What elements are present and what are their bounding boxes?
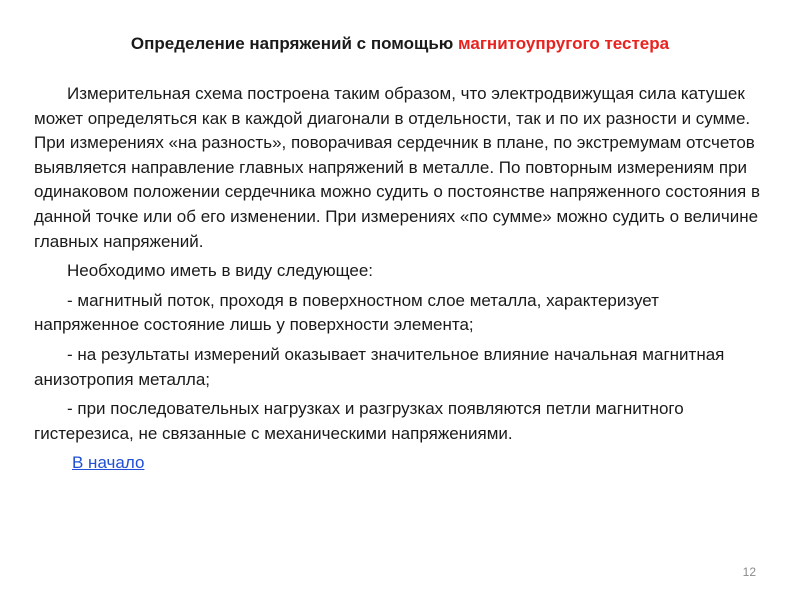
paragraph-note-intro: Необходимо иметь в виду следующее: bbox=[67, 261, 373, 281]
slide-title-accent: магнитоупругого тестера bbox=[458, 34, 670, 53]
page-number: 12 bbox=[742, 565, 756, 579]
paragraph-measurement-scheme: Измерительная схема построена таким образом, что электродвижущая сила катушек может определяться как в каждой диагонали в отдельности, так и по их разности и сумме. При измерениях «на разность», поворачивая сердечник в плане, по экстремумам отсчетов выявляется направление главных напряжений в металле. По повторным измерениям при одинаковом положении сердечника можно судить о постоянстве напряженного состояния в данной точке или об его изменении. При измерениях «по сумме» можно судить о величине главных напряжений. bbox=[34, 84, 760, 251]
slide-title-prefix: Определение напряжений с помощью bbox=[130, 34, 459, 53]
back-link-container bbox=[34, 451, 764, 476]
list-item-anisotropy: - на результаты измерений оказывает значительное влияние начальная магнитная анизотропия металла; bbox=[34, 344, 725, 389]
list-item-hysteresis: - при последовательных нагрузках и разгрузках появляются петли магнитного гистерезиса, не связанные с механическими напряжениями. bbox=[34, 399, 684, 443]
list-item-magnetic-flux: - магнитный поток, проходя в поверхностном слое металла, характеризует напряженное состояние лишь у поверхности элемента; bbox=[34, 290, 659, 335]
back-to-start-link[interactable]: В начало bbox=[72, 453, 145, 473]
slide-body bbox=[34, 82, 764, 476]
slide-title bbox=[0, 34, 800, 54]
